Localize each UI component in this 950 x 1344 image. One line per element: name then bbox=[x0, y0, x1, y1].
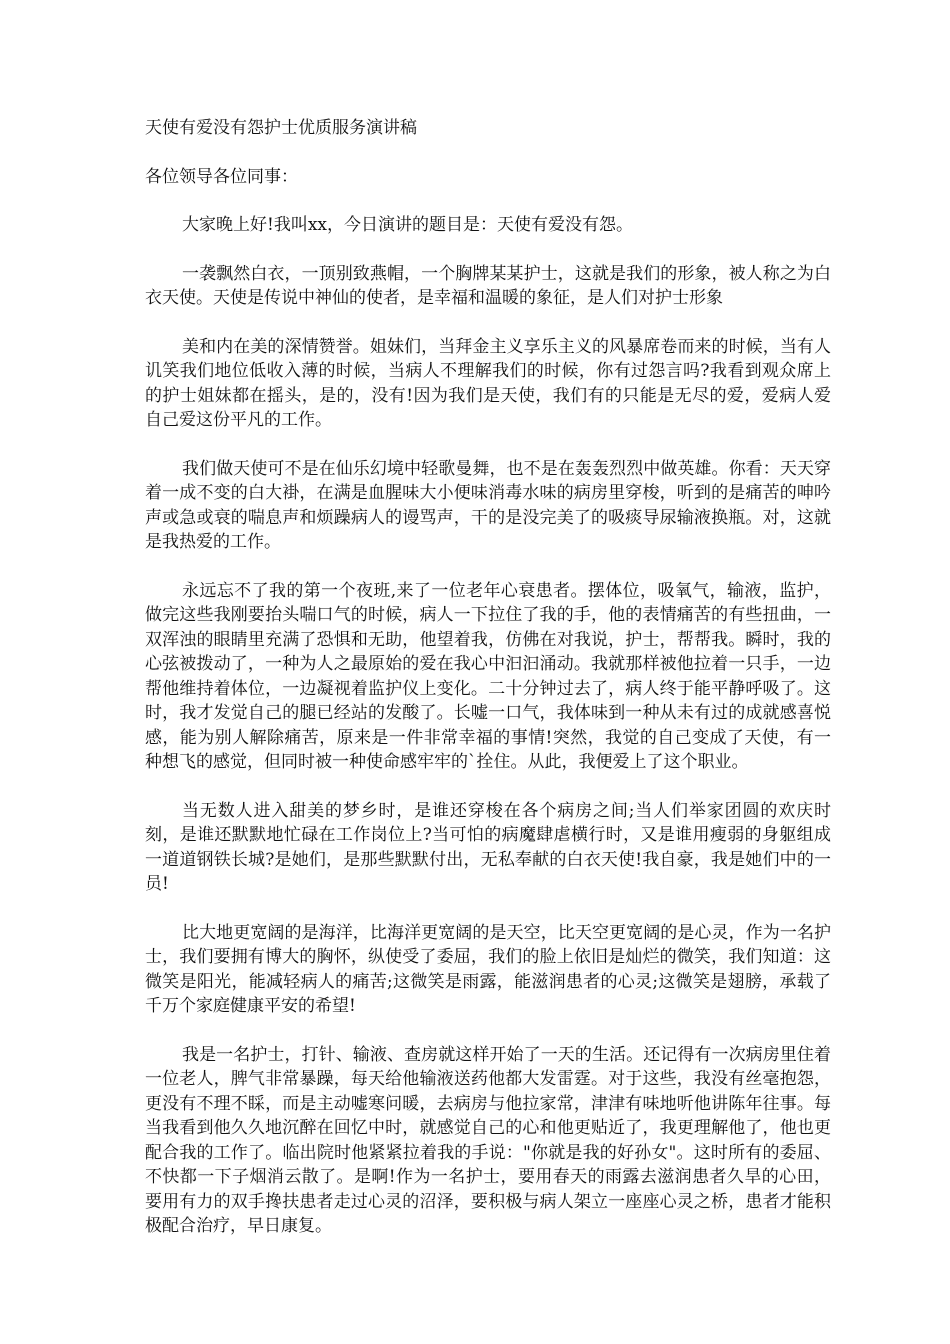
document-title: 天使有爱没有怨护士优质服务演讲稿 bbox=[145, 118, 417, 138]
paragraph-5: 永远忘不了我的第一个夜班,来了一位老年心衰患者。摆体位，吸氧气，输液，监护，做完这些我刚要抬头喘口气的时候，病人一下拉住了我的手，他的表情痛苦的有些扭曲，一双浑浊的眼睛里充满了恐惧和无助，他望着我，仿佛在对我说，护士，帮帮我。瞬时，我的心弦被拨动了，一种为人之最原始的爱在我心中汩汩涌动。我就那样被他拉着一只手，一边帮他维持着体位，一边凝视着监护仪上变化。二十分钟过去了，病人终于能平静呼吸了。这时，我才发觉自己的腿已经站的发酸了。长嘘一口气，我体味到一种从未有过的成就感喜悦感，能为别人解除痛苦，原来是一件非常幸福的事情!突然，我觉的自己变成了天使，有一种想飞的感觉，但同时被一种使命感牢牢的`拴住。从此，我便爱上了这个职业。 bbox=[145, 580, 831, 772]
paragraph-2: 一袭飘然白衣，一顶别致燕帽，一个胸牌某某护士，这就是我们的形象，被人称之为白衣天使。天使是传说中神仙的使者，是幸福和温暖的象征，是人们对护士形象 bbox=[145, 263, 831, 308]
paragraph-6: 当无数人进入甜美的梦乡时，是谁还穿梭在各个病房之间;当人们举家团圆的欢庆时刻，是谁还默默地忙碌在工作岗位上?当可怕的病魔肆虐横行时，又是谁用瘦弱的身躯组成一道道钢铁长城?是她们，是那些默默付出，无私奉献的白衣天使!我自豪，我是她们中的一员! bbox=[145, 800, 831, 894]
paragraph-4: 我们做天使可不是在仙乐幻境中轻歌曼舞，也不是在轰轰烈烈中做英雄。你看：天天穿着一成不变的白大褂，在满是血腥味大小便味消毒水味的病房里穿梭，听到的是痛苦的呻吟声或急或衰的喘息声和烦躁病人的谩骂声，干的是没完美了的吸痰导尿输液换瓶。对，这就是我热爱的工作。 bbox=[145, 458, 831, 552]
paragraph-7: 比大地更宽阔的是海洋，比海洋更宽阔的是天空，比天空更宽阔的是心灵，作为一名护士，我们要拥有博大的胸怀，纵使受了委屈，我们的脸上依旧是灿烂的微笑，我们知道：这微笑是阳光，能减轻病人的痛苦;这微笑是雨露，能滋润患者的心灵;这微笑是翅膀，承载了千万个家庭健康平安的希望! bbox=[145, 922, 831, 1016]
paragraph-3: 美和内在美的深情赞誉。姐妹们，当拜金主义享乐主义的风暴席卷而来的时候，当有人讥笑我们地位低收入薄的时候，当病人不理解我们的时候，你有过怨言吗?我看到观众席上的护士姐妹都在摇头，是的，没有!因为我们是天使，我们有的只能是无尽的爱，爱病人爱自己爱这份平凡的工作。 bbox=[145, 336, 831, 430]
paragraph-1: 大家晚上好!我叫xx，今日演讲的题目是：天使有爱没有怨。 bbox=[182, 215, 634, 235]
salutation: 各位领导各位同事： bbox=[145, 166, 298, 187]
document-page bbox=[145, 116, 831, 1263]
paragraph-8: 我是一名护士，打针、输液、查房就这样开始了一天的生活。还记得有一次病房里住着一位老人，脾气非常暴躁，每天给他输液送药他都大发雷霆。对于这些，我没有丝毫抱怨，更没有不理不睬，而是主动嘘寒问暖，去病房与他拉家常，津津有味地听他讲陈年往事。每当我看到他久久地沉醉在回忆中时，就感觉自己的心和他更贴近了，我更理解他了，他也更配合我的工作了。临出院时他紧紧拉着我的手说："你就是我的好孙女"。这时所有的委屈、不快都一下子烟消云散了。是啊!作为一名护士，要用春天的雨露去滋润患者久旱的心田，要用有力的双手搀扶患者走过心灵的沼泽，要积极与病人架立一座座心灵之桥，患者才能积极配合治疗，早日康复。 bbox=[145, 1044, 831, 1236]
